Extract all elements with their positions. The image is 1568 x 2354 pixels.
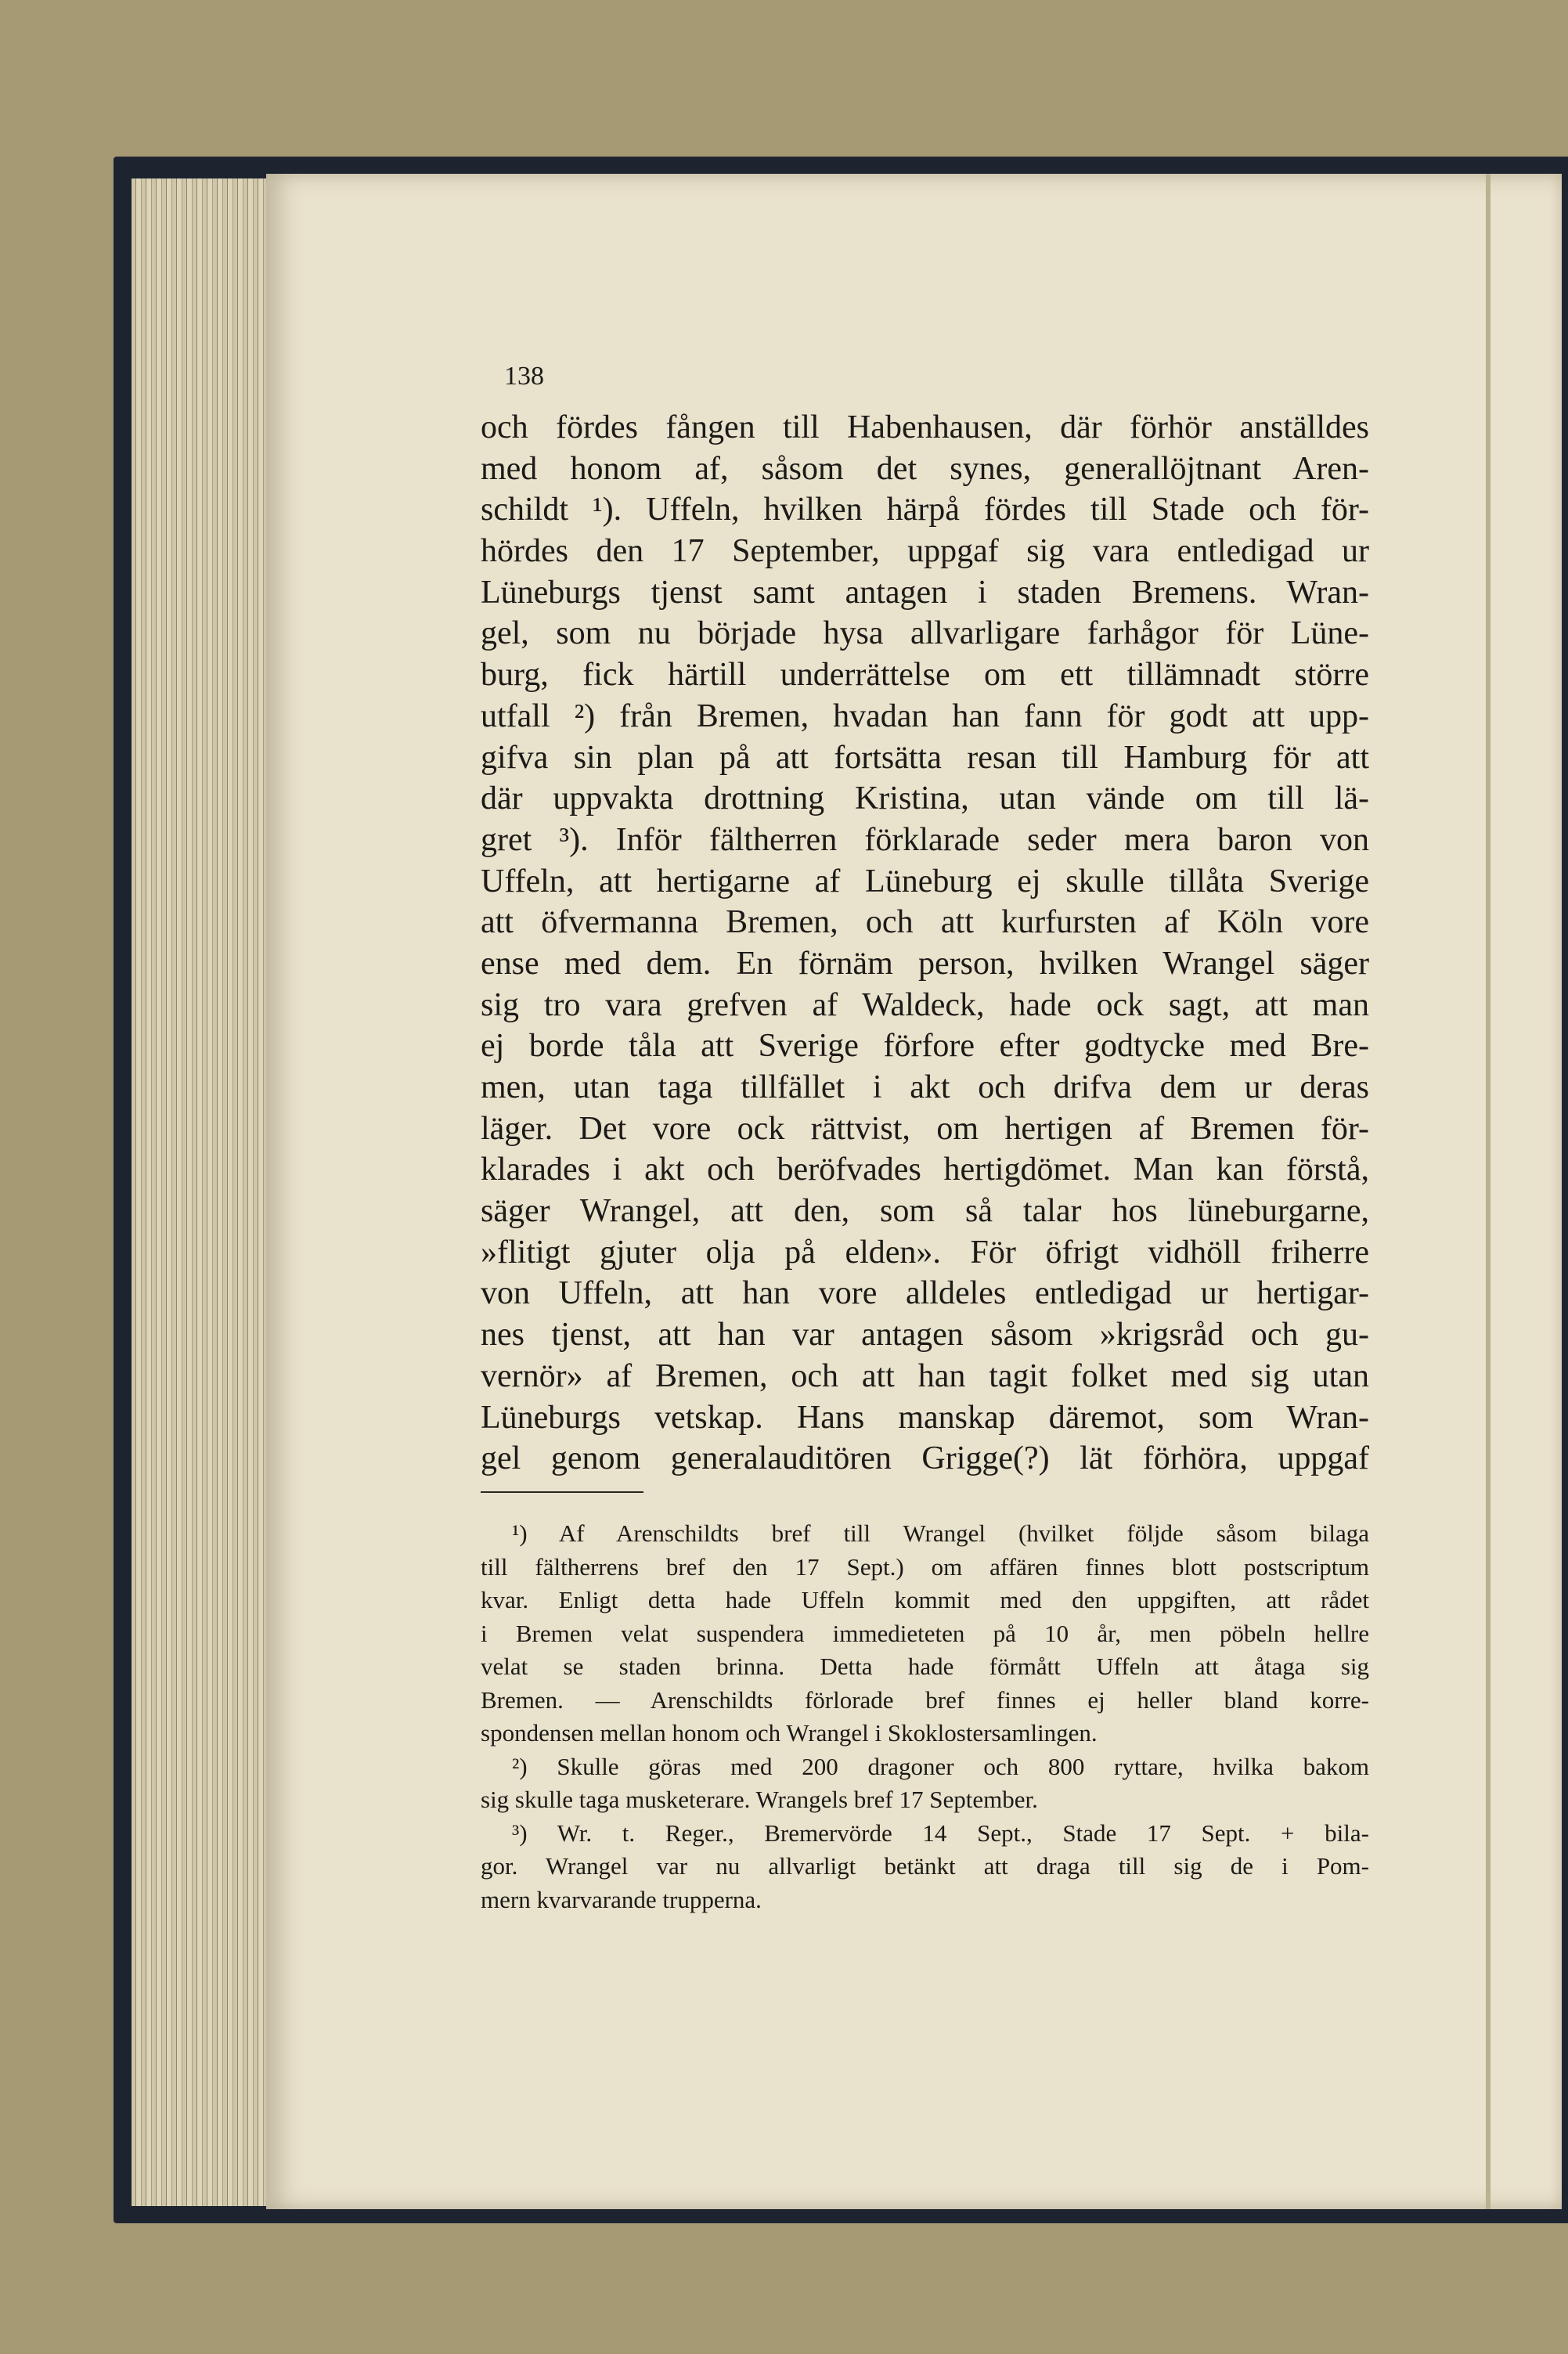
body-line: burg, fick härtill underrättelse om ett tillämnadt större <box>481 657 1369 694</box>
body-line: hördes den 17 September, uppgaf sig vara entledigad ur <box>481 533 1369 570</box>
footnote-line: sig skulle taga musketerare. Wrangels bref 17 September. <box>481 1786 1038 1813</box>
body-line: läger. Det vore ock rättvist, om hertigen af Bremen för- <box>481 1110 1369 1147</box>
body-line: där uppvakta drottning Kristina, utan vände om till lä- <box>481 780 1369 817</box>
body-line: nes tjenst, att han var antagen såsom »krigsråd och gu- <box>481 1317 1369 1354</box>
page-fold <box>1486 174 1491 2209</box>
footnote-line: gor. Wrangel var nu allvarligt betänkt att draga till sig de i Pom- <box>481 1852 1369 1880</box>
body-line: Lüneburgs tjenst samt antagen i staden Bremens. Wran- <box>481 574 1369 611</box>
body-line: Lüneburgs vetskap. Hans manskap däremot, som Wran- <box>481 1399 1369 1436</box>
body-line: »flitigt gjuter olja på elden». För öfrigt vidhöll friherre <box>481 1234 1369 1271</box>
body-line: sig tro vara grefven af Waldeck, hade ock sagt, att man <box>481 986 1369 1023</box>
footnotes <box>481 1517 1369 1916</box>
body-text <box>481 407 1369 1480</box>
body-line: gifva sin plan på att fortsätta resan till Hamburg för att <box>481 739 1369 776</box>
body-line: ej borde tåla att Sverige förfore efter godtycke med Bre- <box>481 1028 1369 1065</box>
body-line: klarades i akt och beröfvades hertigdömet. Man kan förstå, <box>481 1152 1369 1188</box>
body-line: att öfvermanna Bremen, och att kurfursten af Köln vore <box>481 904 1369 941</box>
footnote-line: till fältherrens bref den 17 Sept.) om affären finnes blott postscriptum <box>481 1552 1369 1581</box>
body-line: säger Wrangel, att den, som så talar hos lüneburgarne, <box>481 1193 1369 1230</box>
footnote-line: Bremen. — Arenschildts förlorade bref finnes ej heller bland korre- <box>481 1685 1369 1714</box>
footnote-line: ¹) Af Arenschildts bref till Wrangel (hvilket följde såsom bilaga <box>512 1519 1369 1547</box>
footnote-line: kvar. Enligt detta hade Uffeln kommit med den uppgiften, att rådet <box>481 1586 1369 1613</box>
footnote-line: velat se staden brinna. Detta hade förmått Uffeln att åtaga sig <box>481 1653 1369 1680</box>
body-line: ense med dem. En förnäm person, hvilken Wrangel säger <box>481 945 1369 982</box>
footnote-line: ³) Wr. t. Reger., Bremervörde 14 Sept., Stade 17 Sept. + bila- <box>512 1819 1369 1847</box>
footnote-line: mern kvarvarande trupperna. <box>481 1885 762 1913</box>
body-line: gel, som nu började hysa allvarligare farhågor för Lüne- <box>481 615 1369 652</box>
body-line: men, utan taga tillfället i akt och drifva dem ur deras <box>481 1069 1369 1105</box>
body-line: Uffeln, att hertigarne af Lüneburg ej skulle tillåta Sverige <box>481 863 1369 899</box>
footnote-line: spondensen mellan honom och Wrangel i Skoklostersamlingen. <box>481 1719 1098 1747</box>
body-line: med honom af, såsom det synes, generallöjtnant Aren- <box>481 450 1369 487</box>
footnote-line: ²) Skulle göras med 200 dragoner och 800 ryttare, hvilka bakom <box>512 1752 1369 1780</box>
body-line: gret ³). Inför fältherren förklarade seder mera baron von <box>481 821 1369 858</box>
page-number: 138 <box>504 362 544 391</box>
body-line: von Uffeln, att han vore alldeles entledigad ur hertigar- <box>481 1275 1369 1312</box>
footnote-line: i Bremen velat suspendera immedieteten på 10 år, men pöbeln hellre <box>481 1619 1369 1647</box>
body-line: utfall ²) från Bremen, hvadan han fann för godt att upp- <box>481 698 1369 734</box>
body-line: gel genom generalauditören Grigge(?) lät förhöra, uppgaf <box>481 1440 1369 1477</box>
page-edges <box>132 178 288 2206</box>
body-line: och fördes fången till Habenhausen, där förhör anställdes <box>481 409 1369 445</box>
footnote-divider <box>481 1491 643 1493</box>
body-line: schildt ¹). Uffeln, hvilken härpå fördes till Stade och för- <box>481 492 1369 528</box>
body-line: vernör» af Bremen, och att han tagit folket med sig utan <box>481 1357 1369 1394</box>
